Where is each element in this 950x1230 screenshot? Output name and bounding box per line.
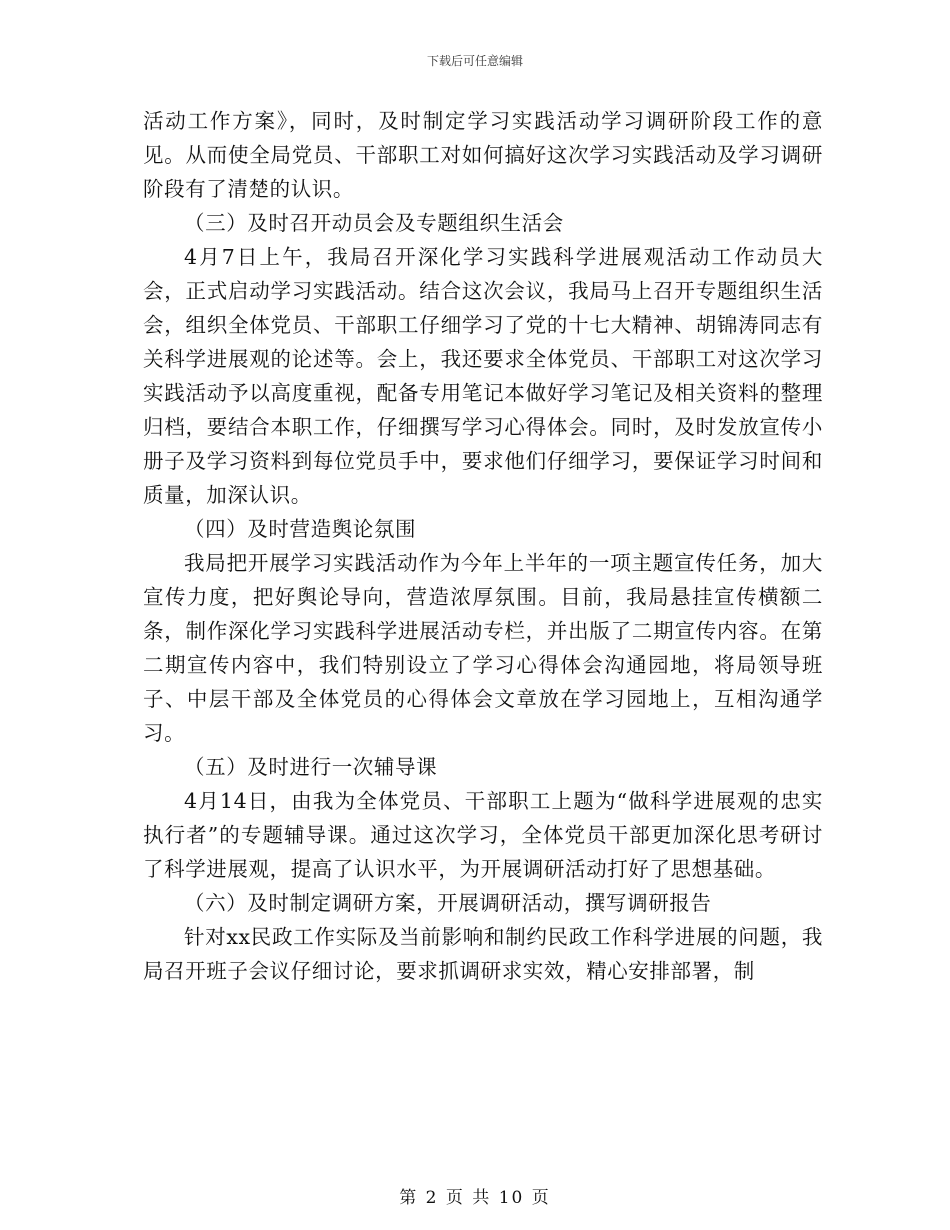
section-heading-5: （五）及时进行一次辅导课 — [184, 755, 438, 779]
section-heading-6: （六）及时制定调研方案，开展调研活动，撰写调研报告 — [184, 891, 712, 915]
page-number-footer: 第 2 页 共 10 页 — [399, 1188, 551, 1208]
paragraph: 4月7日上午，我局召开深化学习实践科学进展观活动工作动员大会，正式启动学习实践活动。结合这次会议，我局马上召开专题组织生活会，组织全体党员、干部职工仔细学习了党的十七大精神、胡锦涛同志有关科学进展观的论述等。会上，我还要求全体党员、干部职工对这次学习实践活动予以高度重视，配备专用笔记本做好学习笔记及相关资料的整理归档，要结合本职工作，仔细撰写学习心得体会。同时，及时发放宣传小册子及学习资料到每位党员手中，要求他们仔细学习，要保证学习时间和质量，加深认识。 — [143, 245, 823, 507]
document-body — [143, 104, 823, 988]
paragraph: 我局把开展学习实践活动作为今年上半年的一项主题宣传任务，加大宣传力度，把好舆论导向，营造浓厚氛围。目前，我局悬挂宣传横额二条，制作深化学习实践科学进展活动专栏，并出版了二期宣传内容。在第二期宣传内容中，我们特别设立了学习心得体会沟通园地，将局领导班子、中层干部及全体党员的心得体会文章放在学习园地上，互相沟通学习。 — [143, 551, 823, 745]
paragraph-continued: 活动工作方案》，同时，及时制定学习实践活动学习调研阶段工作的意见。从而使全局党员、干部职工对如何搞好这次学习实践活动及学习调研阶段有了清楚的认识。 — [143, 109, 823, 201]
section-heading-3: （三）及时召开动员会及专题组织生活会 — [184, 211, 564, 235]
paragraph: 4月14日，由我为全体党员、干部职工上题为“做科学进展观的忠实执行者”的专题辅导课。通过这次学习，全体党员干部更加深化思考研讨了科学进展观，提高了认识水平，为开展调研活动打好了思想基础。 — [143, 789, 823, 881]
section-heading-4: （四）及时营造舆论氛围 — [184, 517, 417, 541]
paragraph: 针对xx民政工作实际及当前影响和制约民政工作科学进展的问题，我局召开班子会议仔细讨论，要求抓调研求实效，精心安排部署，制 — [143, 925, 823, 983]
page-header: 下载后可任意编辑 — [426, 54, 523, 68]
